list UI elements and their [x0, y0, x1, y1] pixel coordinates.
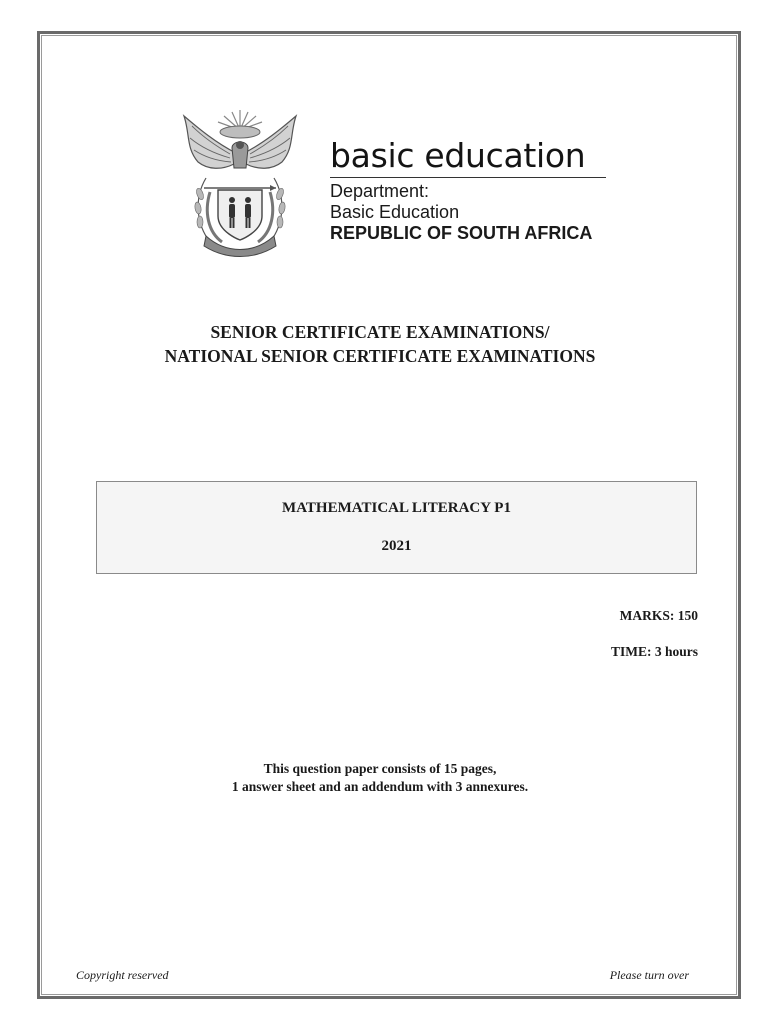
turn-over-footer: Please turn over: [609, 968, 689, 982]
subject-year: 2021: [381, 538, 412, 554]
copyright-footer: Copyright reserved: [76, 968, 169, 982]
exam-heading-line-1: SENIOR CERTIFICATE EXAMINATIONS/: [210, 322, 550, 342]
department-label: Department:: [330, 181, 430, 201]
paper-info-line-2: 1 answer sheet and an addendum with 3 annexures.: [231, 779, 529, 794]
coat-of-arms-icon: [176, 108, 304, 258]
marks-label: MARKS: 150: [619, 608, 698, 623]
time-label: TIME: 3 hours: [610, 644, 698, 659]
exam-heading-line-2: NATIONAL SENIOR CERTIFICATE EXAMINATIONS: [164, 346, 596, 366]
paper-info-line-1: This question paper consists of 15 pages,: [263, 761, 497, 776]
subject-title: MATHEMATICAL LITERACY P1: [282, 500, 511, 516]
exam-heading: [80, 320, 680, 368]
brand-divider: [330, 177, 606, 178]
brand-title: basic education: [330, 136, 586, 175]
country-name: REPUBLIC OF SOUTH AFRICA: [330, 223, 593, 243]
subject-box: [96, 481, 697, 574]
department-branding: [330, 136, 610, 244]
paper-info: [180, 760, 580, 796]
department-name: Basic Education: [330, 202, 460, 222]
